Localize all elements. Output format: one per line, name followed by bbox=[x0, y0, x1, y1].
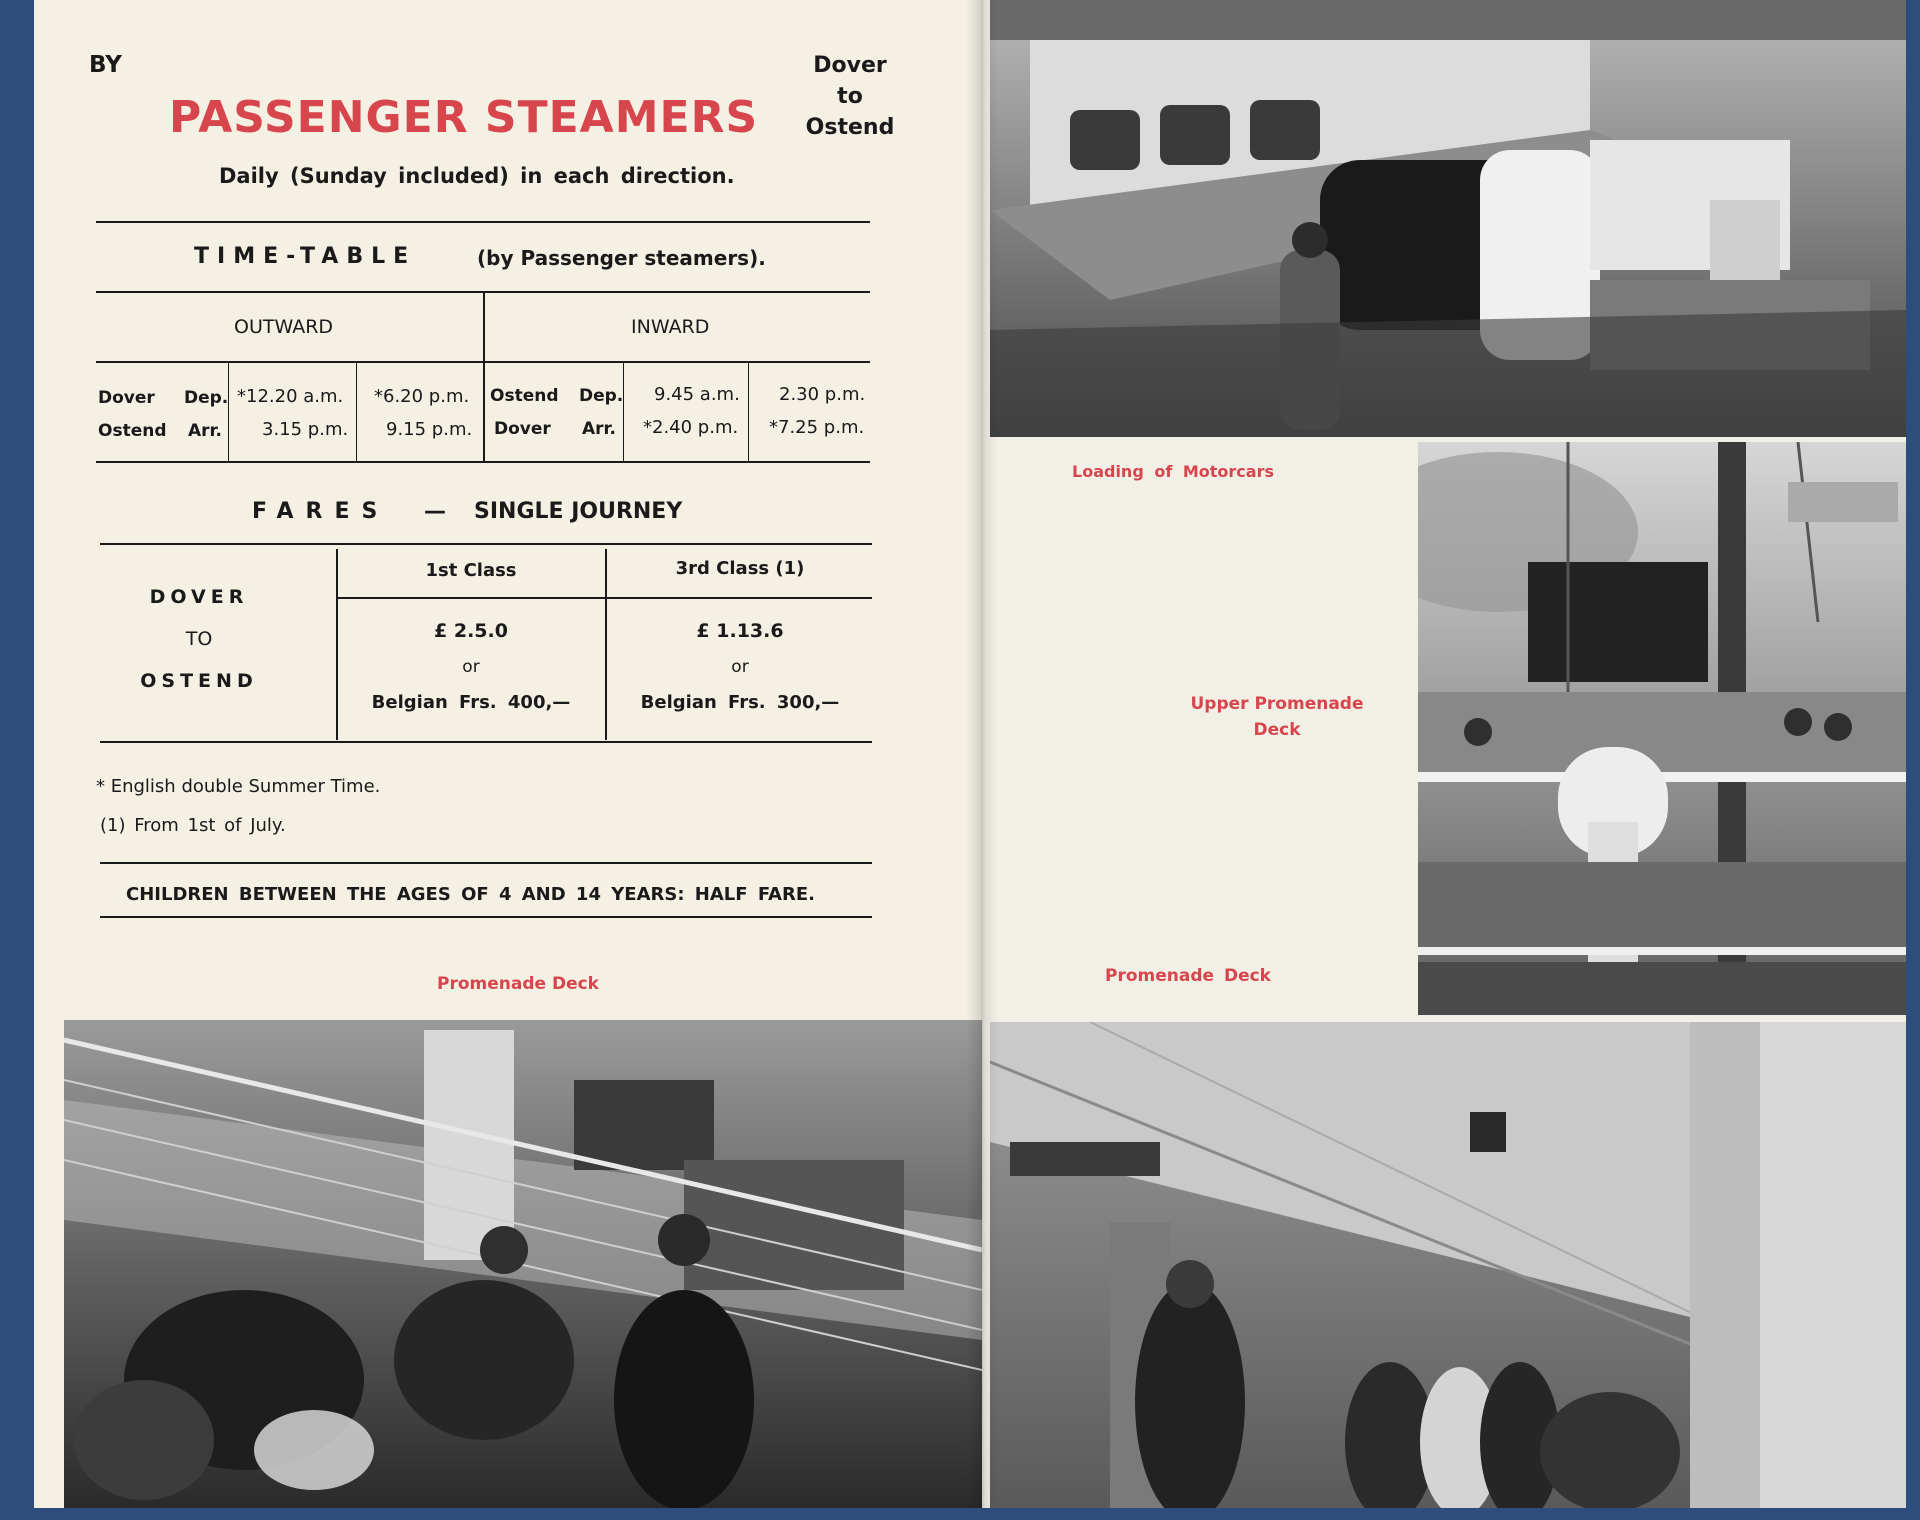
upper-promenade-deck-photo bbox=[1418, 442, 1906, 1015]
first-class-or: or bbox=[462, 657, 480, 677]
divider bbox=[100, 741, 872, 743]
column-divider bbox=[748, 362, 749, 462]
first-class-sterling: £ 2.5.0 bbox=[434, 620, 508, 642]
inward-kind: Dep. bbox=[579, 386, 624, 406]
fares-heading-rest: SINGLE JOURNEY bbox=[474, 499, 683, 524]
loading-motorcars-caption: Loading of Motorcars bbox=[1072, 462, 1274, 481]
third-class-or: or bbox=[731, 657, 749, 677]
upper-promenade-caption-line: Upper Promenade bbox=[1190, 694, 1364, 714]
inward-label: INWARD bbox=[631, 316, 710, 338]
timetable-heading: TIME-TABLE bbox=[194, 244, 417, 269]
third-class-sterling: £ 1.13.6 bbox=[696, 620, 784, 642]
outward-place: Ostend bbox=[98, 421, 167, 441]
by-label: BY bbox=[89, 52, 122, 78]
outward-time: 9.15 p.m. bbox=[386, 419, 473, 440]
inward-place: Dover bbox=[494, 419, 551, 439]
inward-time: 2.30 p.m. bbox=[779, 384, 866, 405]
divider bbox=[100, 916, 872, 918]
children-note: CHILDREN BETWEEN THE AGES OF 4 AND 14 YEARS: HALF FARE. bbox=[126, 884, 815, 905]
promenade-deck-interior-photo bbox=[990, 1022, 1906, 1508]
fares-route-from: DOVER bbox=[149, 586, 249, 608]
inward-kind: Arr. bbox=[582, 419, 616, 439]
inward-time: 9.45 a.m. bbox=[654, 384, 740, 405]
route-to-word: to bbox=[837, 84, 863, 109]
route-dest: Ostend bbox=[805, 115, 895, 140]
column-divider bbox=[623, 362, 624, 462]
divider bbox=[337, 597, 872, 599]
divider bbox=[96, 361, 870, 363]
fares-route-to: TO bbox=[185, 628, 213, 650]
third-class-belgian: Belgian Frs. 300,— bbox=[640, 692, 840, 713]
note-summer-time: * English double Summer Time. bbox=[96, 776, 381, 797]
outward-label: OUTWARD bbox=[234, 316, 334, 338]
divider bbox=[100, 862, 872, 864]
promenade-deck-caption-right: Promenade Deck bbox=[1105, 966, 1271, 986]
left-page bbox=[34, 0, 982, 1508]
fares-heading: FARES bbox=[252, 499, 390, 524]
outward-place: Dover bbox=[98, 388, 155, 408]
fares-route-dest: OSTEND bbox=[140, 670, 258, 692]
upper-promenade-caption-line: Deck bbox=[1253, 720, 1301, 740]
outward-time: *12.20 a.m. bbox=[237, 386, 344, 407]
outward-kind: Arr. bbox=[188, 421, 222, 441]
page-title: PASSENGER STEAMERS bbox=[169, 92, 759, 143]
first-class-label: 1st Class bbox=[425, 560, 517, 581]
right-page bbox=[982, 0, 1906, 1508]
column-divider bbox=[356, 362, 357, 462]
route-block bbox=[790, 50, 910, 143]
fares-dash: — bbox=[424, 499, 446, 524]
column-divider bbox=[228, 362, 229, 462]
divider bbox=[96, 461, 870, 463]
timetable-heading-note: (by Passenger steamers). bbox=[477, 246, 766, 270]
loading-motorcars-photo bbox=[990, 0, 1906, 437]
route-from: Dover bbox=[813, 53, 887, 78]
promenade-deck-photo bbox=[64, 1020, 982, 1508]
inward-place: Ostend bbox=[490, 386, 559, 406]
inward-time: *2.40 p.m. bbox=[643, 417, 739, 438]
first-class-belgian: Belgian Frs. 400,— bbox=[371, 692, 571, 713]
upper-promenade-caption bbox=[1152, 691, 1402, 743]
note-third-class: (1) From 1st of July. bbox=[100, 815, 286, 836]
third-class-label: 3rd Class (1) bbox=[675, 558, 805, 579]
inward-time: *7.25 p.m. bbox=[769, 417, 865, 438]
outward-time: *6.20 p.m. bbox=[374, 386, 470, 407]
column-divider bbox=[483, 291, 485, 461]
outward-time: 3.15 p.m. bbox=[262, 419, 349, 440]
outward-kind: Dep. bbox=[184, 388, 229, 408]
divider bbox=[96, 221, 870, 223]
divider bbox=[100, 543, 872, 545]
subtitle: Daily (Sunday included) in each direction. bbox=[219, 164, 735, 188]
promenade-deck-caption: Promenade Deck bbox=[437, 974, 599, 994]
